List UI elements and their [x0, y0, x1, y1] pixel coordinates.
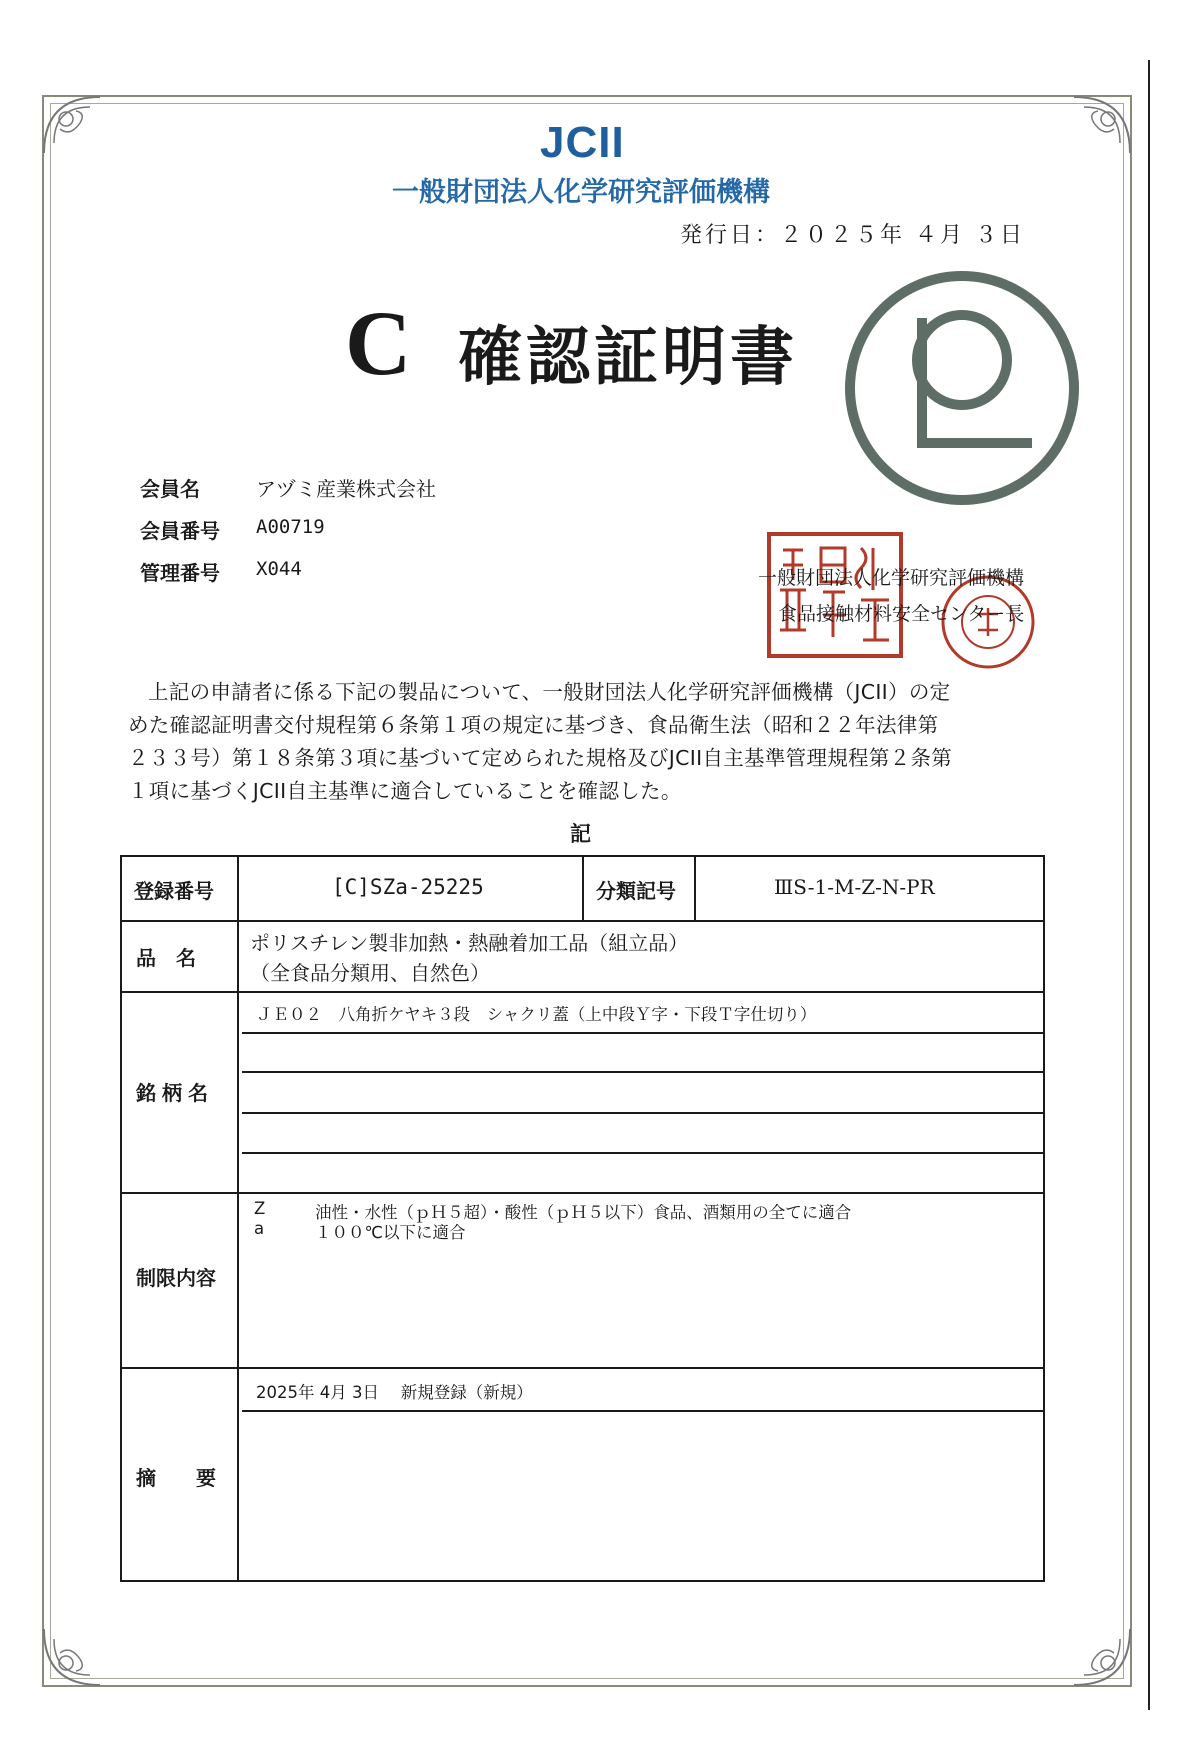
table-label-column-divider [237, 857, 239, 1582]
corner-ornament-top-right [1064, 93, 1134, 163]
table-row-divider [122, 1367, 1043, 1369]
member-name-value: アヅミ産業株式会社 [256, 477, 436, 501]
product-table [120, 855, 1045, 1582]
statement-line: ２３３号）第１８条第３項に基づいて定められた規格及びJCII自主基準管理規程第２条第 [128, 746, 953, 770]
product-name-line2: （全食品分類用、自然色） [250, 961, 490, 985]
official-seal-square-icon [765, 530, 905, 660]
member-name-label: 会員名 [140, 477, 200, 501]
restriction-text-z: 油性・水性（ｐＨ５超）・酸性（ｐＨ５以下）食品、酒類用の全てに適合 [315, 1203, 852, 1222]
brand-row-divider [242, 1152, 1045, 1154]
statement-line: めた確認証明書交付規程第６条第１項の規定に基づき、食品衛生法（昭和２２年法律第 [128, 713, 939, 737]
table-row-divider [122, 991, 1043, 993]
brand-row-divider [242, 1032, 1045, 1034]
member-number-value: A00719 [256, 516, 325, 538]
table-column-divider [582, 857, 584, 920]
summary-entry: 2025年 4月 3日 新規登録（新規） [256, 1383, 533, 1402]
member-number-label: 会員番号 [140, 519, 220, 543]
signatory-organization: 一般財団法人化学研究評価機構 [758, 567, 1025, 589]
classification-code-value: ⅢS-1-M-Z-N-PR [774, 875, 935, 899]
restriction-label: 制限内容 [136, 1266, 216, 1290]
jcii-logo: JCII [540, 118, 625, 167]
classification-code-label: 分類記号 [596, 879, 676, 903]
summary-label: 摘 要 [136, 1466, 216, 1490]
record-heading: 記 [570, 822, 591, 846]
product-name-label: 品 名 [136, 946, 196, 970]
corner-ornament-bottom-right [1064, 1619, 1134, 1689]
statement-line: １項に基づくJCII自主基準に適合していることを確認した。 [128, 779, 682, 803]
control-number-value: X044 [256, 558, 302, 580]
signatory-title: 食品接触材料安全センター長 [778, 603, 1025, 625]
table-column-divider [694, 857, 696, 920]
brand-row-divider [242, 1071, 1045, 1073]
brand-row-divider [242, 1112, 1045, 1114]
brand-name-row: ＪＥ０２ 八角折ケヤキ３段 シャクリ蓋（上中段Ｙ字・下段Ｔ字仕切り） [256, 1005, 817, 1024]
registration-number-value: [C]SZa-25225 [332, 875, 484, 899]
table-row-divider [122, 920, 1043, 922]
control-number-label: 管理番号 [140, 561, 220, 585]
pl-mark-icon [842, 268, 1082, 508]
certification-statement [128, 676, 1058, 808]
corner-ornament-bottom-left [40, 1619, 110, 1689]
restriction-text-a: １００℃以下に適合 [315, 1223, 466, 1242]
brand-name-label: 銘柄名 [136, 1081, 214, 1105]
page-edge-line [1148, 60, 1150, 1710]
registration-number-label: 登録番号 [134, 879, 214, 903]
summary-row-divider [242, 1410, 1045, 1412]
issue-date: 発行日：２０２５年 ４月 ３日 [680, 223, 1025, 248]
table-row-divider [122, 1192, 1043, 1194]
restriction-code-z: Z [254, 1199, 266, 1218]
corner-ornament-top-left [40, 93, 110, 163]
restriction-code-a: a [254, 1219, 265, 1238]
certificate-title: 確認証明書 [458, 321, 798, 395]
organization-name: 一般財団法人化学研究評価機構 [392, 177, 770, 208]
certificate-class-letter: C [345, 292, 412, 394]
statement-line: 上記の申請者に係る下記の製品について、一般財団法人化学研究評価機構（JCII）の定 [148, 680, 951, 704]
product-name-line1: ポリスチレン製非加熱・熱融着加工品（組立品） [250, 931, 689, 955]
